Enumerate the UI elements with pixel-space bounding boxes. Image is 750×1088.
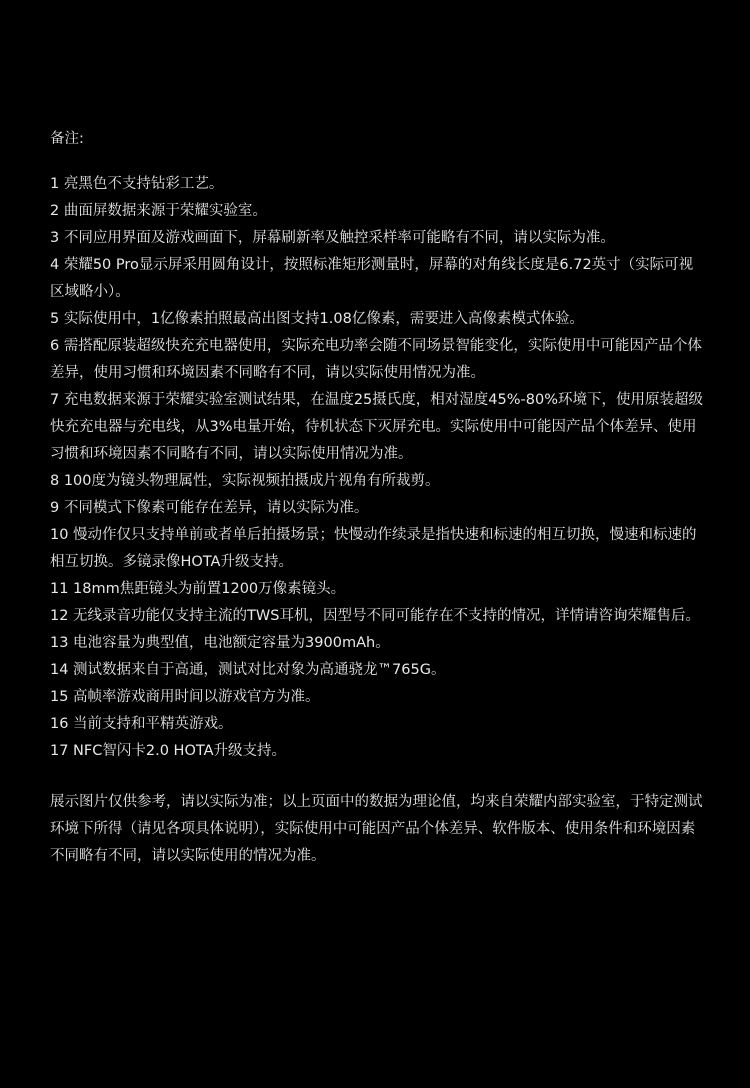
notes-title: 备注: (50, 131, 84, 147)
note-item-3: 3 不同应用界面及游戏画面下，屏幕刷新率及触控采样率可能略有不同，请以实际为准。 (50, 230, 615, 246)
note-item-13: 13 电池容量为典型值，电池额定容量为3900mAh。 (50, 635, 390, 651)
disclaimer-paragraph: 展示图片仅供参考，请以实际为准；以上页面中的数据为理论值，均来自荣耀内部实验室，于特定测试环境下所得（请见各项具体说明），实际使用中可能因产品个体差异、软件版本、使用条件和环境因素不同略有不同，请以实际使用的情况为准。 (50, 794, 703, 864)
note-item-14: 14 测试数据来自于高通，测试对比对象为高通骁龙™765G。 (50, 662, 446, 678)
note-item-7: 7 充电数据来源于荣耀实验室测试结果，在温度25摄氏度，相对湿度45%-80%环境下，使用原装超级快充充电器与充电线，从3%电量开始，待机状态下灭屏充电。实际使用中可能因产品个体差异、使用习惯和环境因素不同略有不同，请以实际使用情况为准。 (50, 392, 703, 462)
note-item-8: 8 100度为镜头物理属性，实际视频拍摄成片视角有所裁剪。 (50, 473, 440, 489)
note-item-4: 4 荣耀50 Pro显示屏采用圆角设计，按照标准矩形测量时，屏幕的对角线长度是6.72英寸（实际可视区域略小）。 (50, 257, 694, 300)
note-item-11: 11 18mm焦距镜头为前置1200万像素镜头。 (50, 581, 346, 597)
note-item-2: 2 曲面屏数据来源于荣耀实验室。 (50, 203, 267, 219)
note-item-17: 17 NFC智闪卡2.0 HOTA升级支持。 (50, 743, 287, 759)
note-item-5: 5 实际使用中，1亿像素拍照最高出图支持1.08亿像素，需要进入高像素模式体验。 (50, 311, 584, 327)
note-item-12: 12 无线录音功能仅支持主流的TWS耳机，因型号不同可能存在不支持的情况，详情请咨询荣耀售后。 (50, 608, 700, 624)
note-item-9: 9 不同模式下像素可能存在差异，请以实际为准。 (50, 500, 369, 516)
note-item-16: 16 当前支持和平精英游戏。 (50, 716, 233, 732)
notes-list (50, 171, 706, 765)
note-item-6: 6 需搭配原装超级快充充电器使用，实际充电功率会随不同场景智能变化，实际使用中可能因产品个体差异，使用习惯和环境因素不同略有不同，请以实际使用情况为准。 (50, 338, 702, 381)
note-item-10: 10 慢动作仅只支持单前或者单后拍摄场景；快慢动作续录是指快速和标速的相互切换，慢速和标速的相互切换。多镜录像HOTA升级支持。 (50, 527, 697, 570)
note-item-1: 1 亮黑色不支持钻彩工艺。 (50, 176, 224, 192)
note-item-15: 15 高帧率游戏商用时间以游戏官方为准。 (50, 689, 320, 705)
notes-section (50, 126, 706, 870)
